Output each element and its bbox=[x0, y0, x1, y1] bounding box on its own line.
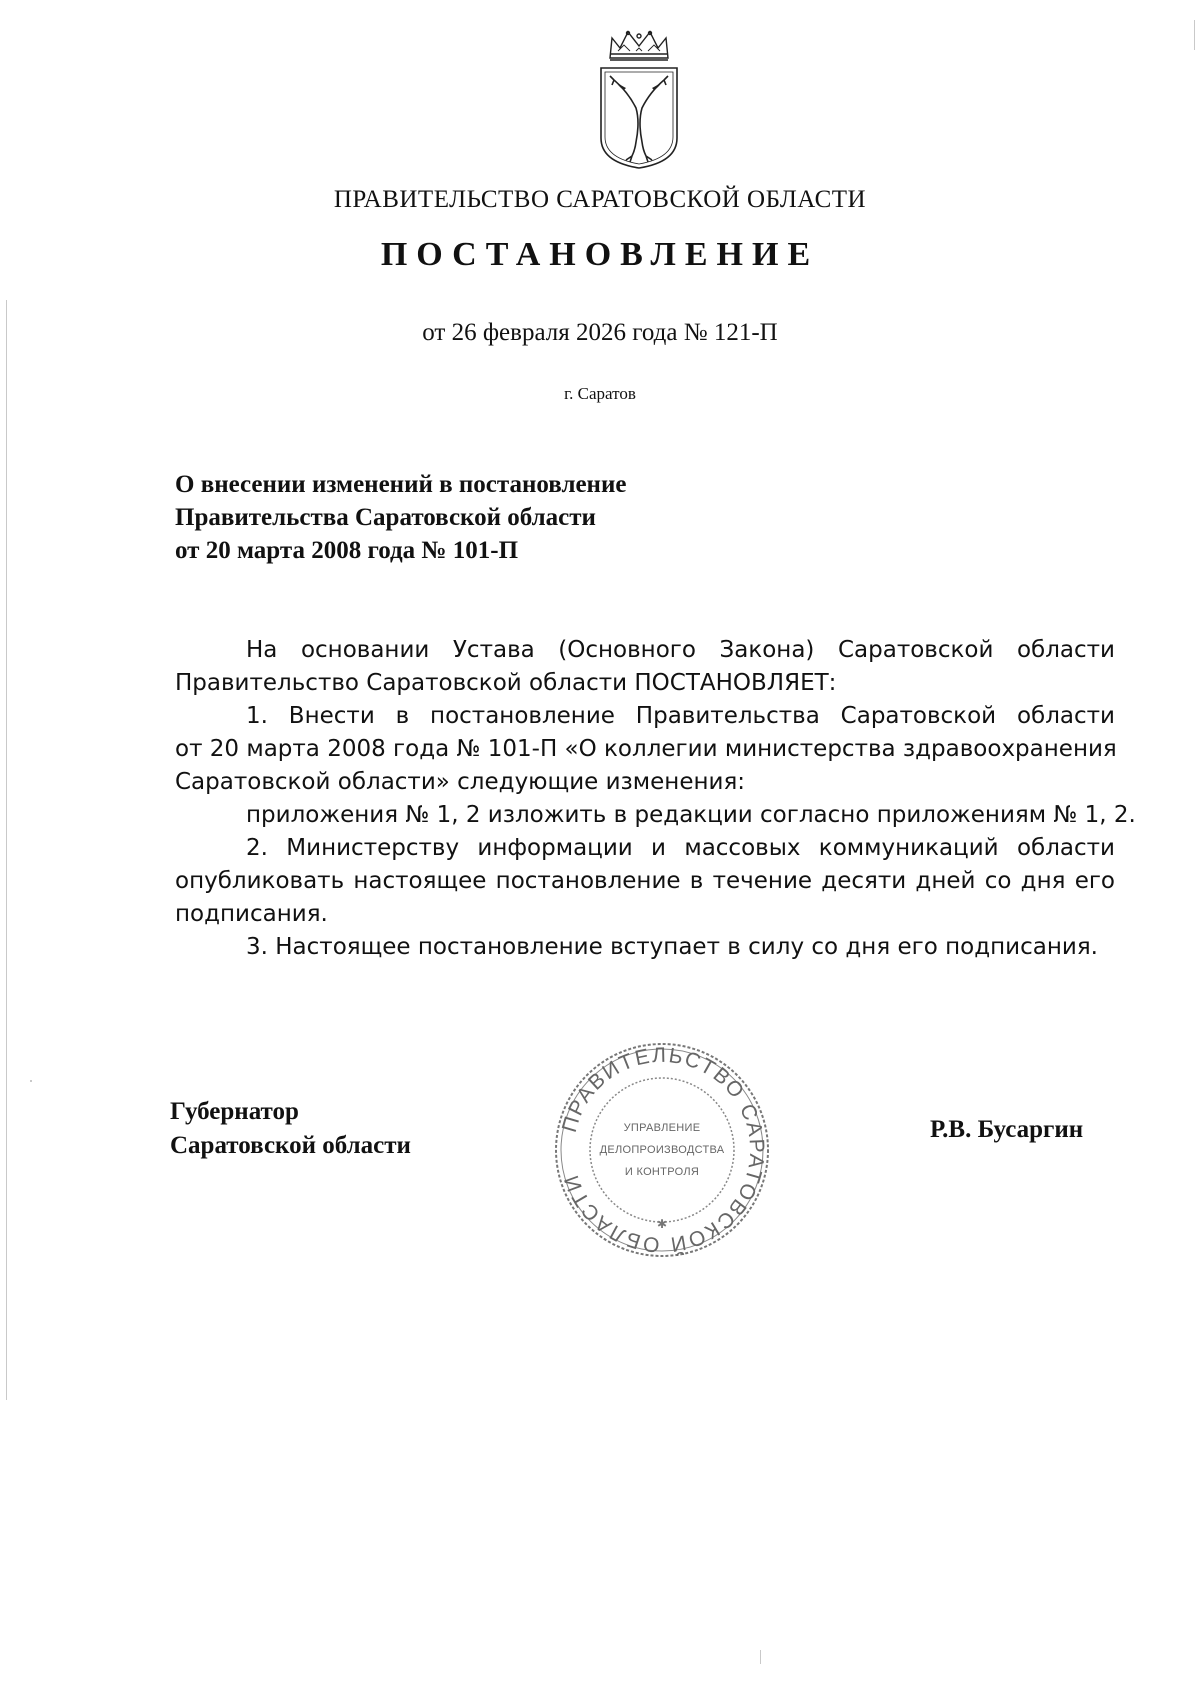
seal-outer-text: ПРАВИТЕЛЬСТВО САРАТОВСКОЙ ОБЛАСТИ bbox=[557, 1043, 769, 1257]
document-city: г. Саратов bbox=[564, 384, 636, 403]
body-line: приложения № 1, 2 изложить в редакции согласно приложениям № 1, 2. bbox=[246, 802, 1136, 828]
subject-line: от 20 марта 2008 года № 101-П bbox=[175, 537, 519, 564]
subject-line: О внесении изменений в постановление bbox=[175, 471, 627, 498]
scan-dust-mark bbox=[30, 1080, 32, 1082]
body-line: 3. Настоящее постановление вступает в силу со дня его подписания. bbox=[246, 934, 1098, 960]
body-line: На основании Устава (Основного Закона) Саратовской области bbox=[246, 637, 1115, 663]
seal-inner-line: И КОНТРОЛЯ bbox=[624, 1166, 700, 1178]
subject-line: Правительства Саратовской области bbox=[175, 504, 596, 531]
scan-edge-mark bbox=[1194, 20, 1195, 50]
document-type: ПОСТАНОВЛЕНИЕ bbox=[380, 236, 820, 273]
body-line: опубликовать настоящее постановление в течение десяти дней со дня его bbox=[175, 868, 1115, 894]
document-body bbox=[175, 634, 1136, 964]
svg-text:✱: ✱ bbox=[656, 1217, 668, 1231]
coat-of-arms-icon bbox=[598, 30, 680, 170]
body-line: Саратовской области» следующие изменения: bbox=[175, 769, 746, 795]
scan-edge-mark bbox=[6, 300, 7, 1400]
body-line: от 20 марта 2008 года № 101-П «О коллегии министерства здравоохранения bbox=[175, 736, 1117, 762]
seal-inner-line: ДЕЛОПРОИЗВОДСТВА bbox=[599, 1144, 725, 1156]
body-line: 2. Министерству информации и массовых коммуникаций области bbox=[246, 835, 1115, 861]
seal-inner-text bbox=[552, 1117, 772, 1183]
document-subject bbox=[175, 468, 875, 567]
signatory-name: Р.В. Бусаргин bbox=[930, 1116, 1084, 1143]
signatory-title-line: Саратовской области bbox=[170, 1132, 411, 1159]
official-seal-icon bbox=[552, 1040, 772, 1260]
body-line: Правительство Саратовской области ПОСТАНОВЛЯЕТ: bbox=[175, 670, 837, 696]
organization-name: ПРАВИТЕЛЬСТВО САРАТОВСКОЙ ОБЛАСТИ bbox=[333, 186, 867, 213]
body-line: 1. Внести в постановление Правительства Саратовской области bbox=[246, 703, 1115, 729]
signatory-title-line: Губернатор bbox=[170, 1098, 299, 1125]
scan-edge-mark bbox=[760, 1650, 761, 1664]
signatory-title bbox=[170, 1095, 411, 1163]
document-date-number: от 26 февраля 2026 года № 121-П bbox=[422, 319, 778, 346]
body-line: подписания. bbox=[175, 901, 328, 927]
seal-inner-line: УПРАВЛЕНИЕ bbox=[623, 1122, 701, 1134]
